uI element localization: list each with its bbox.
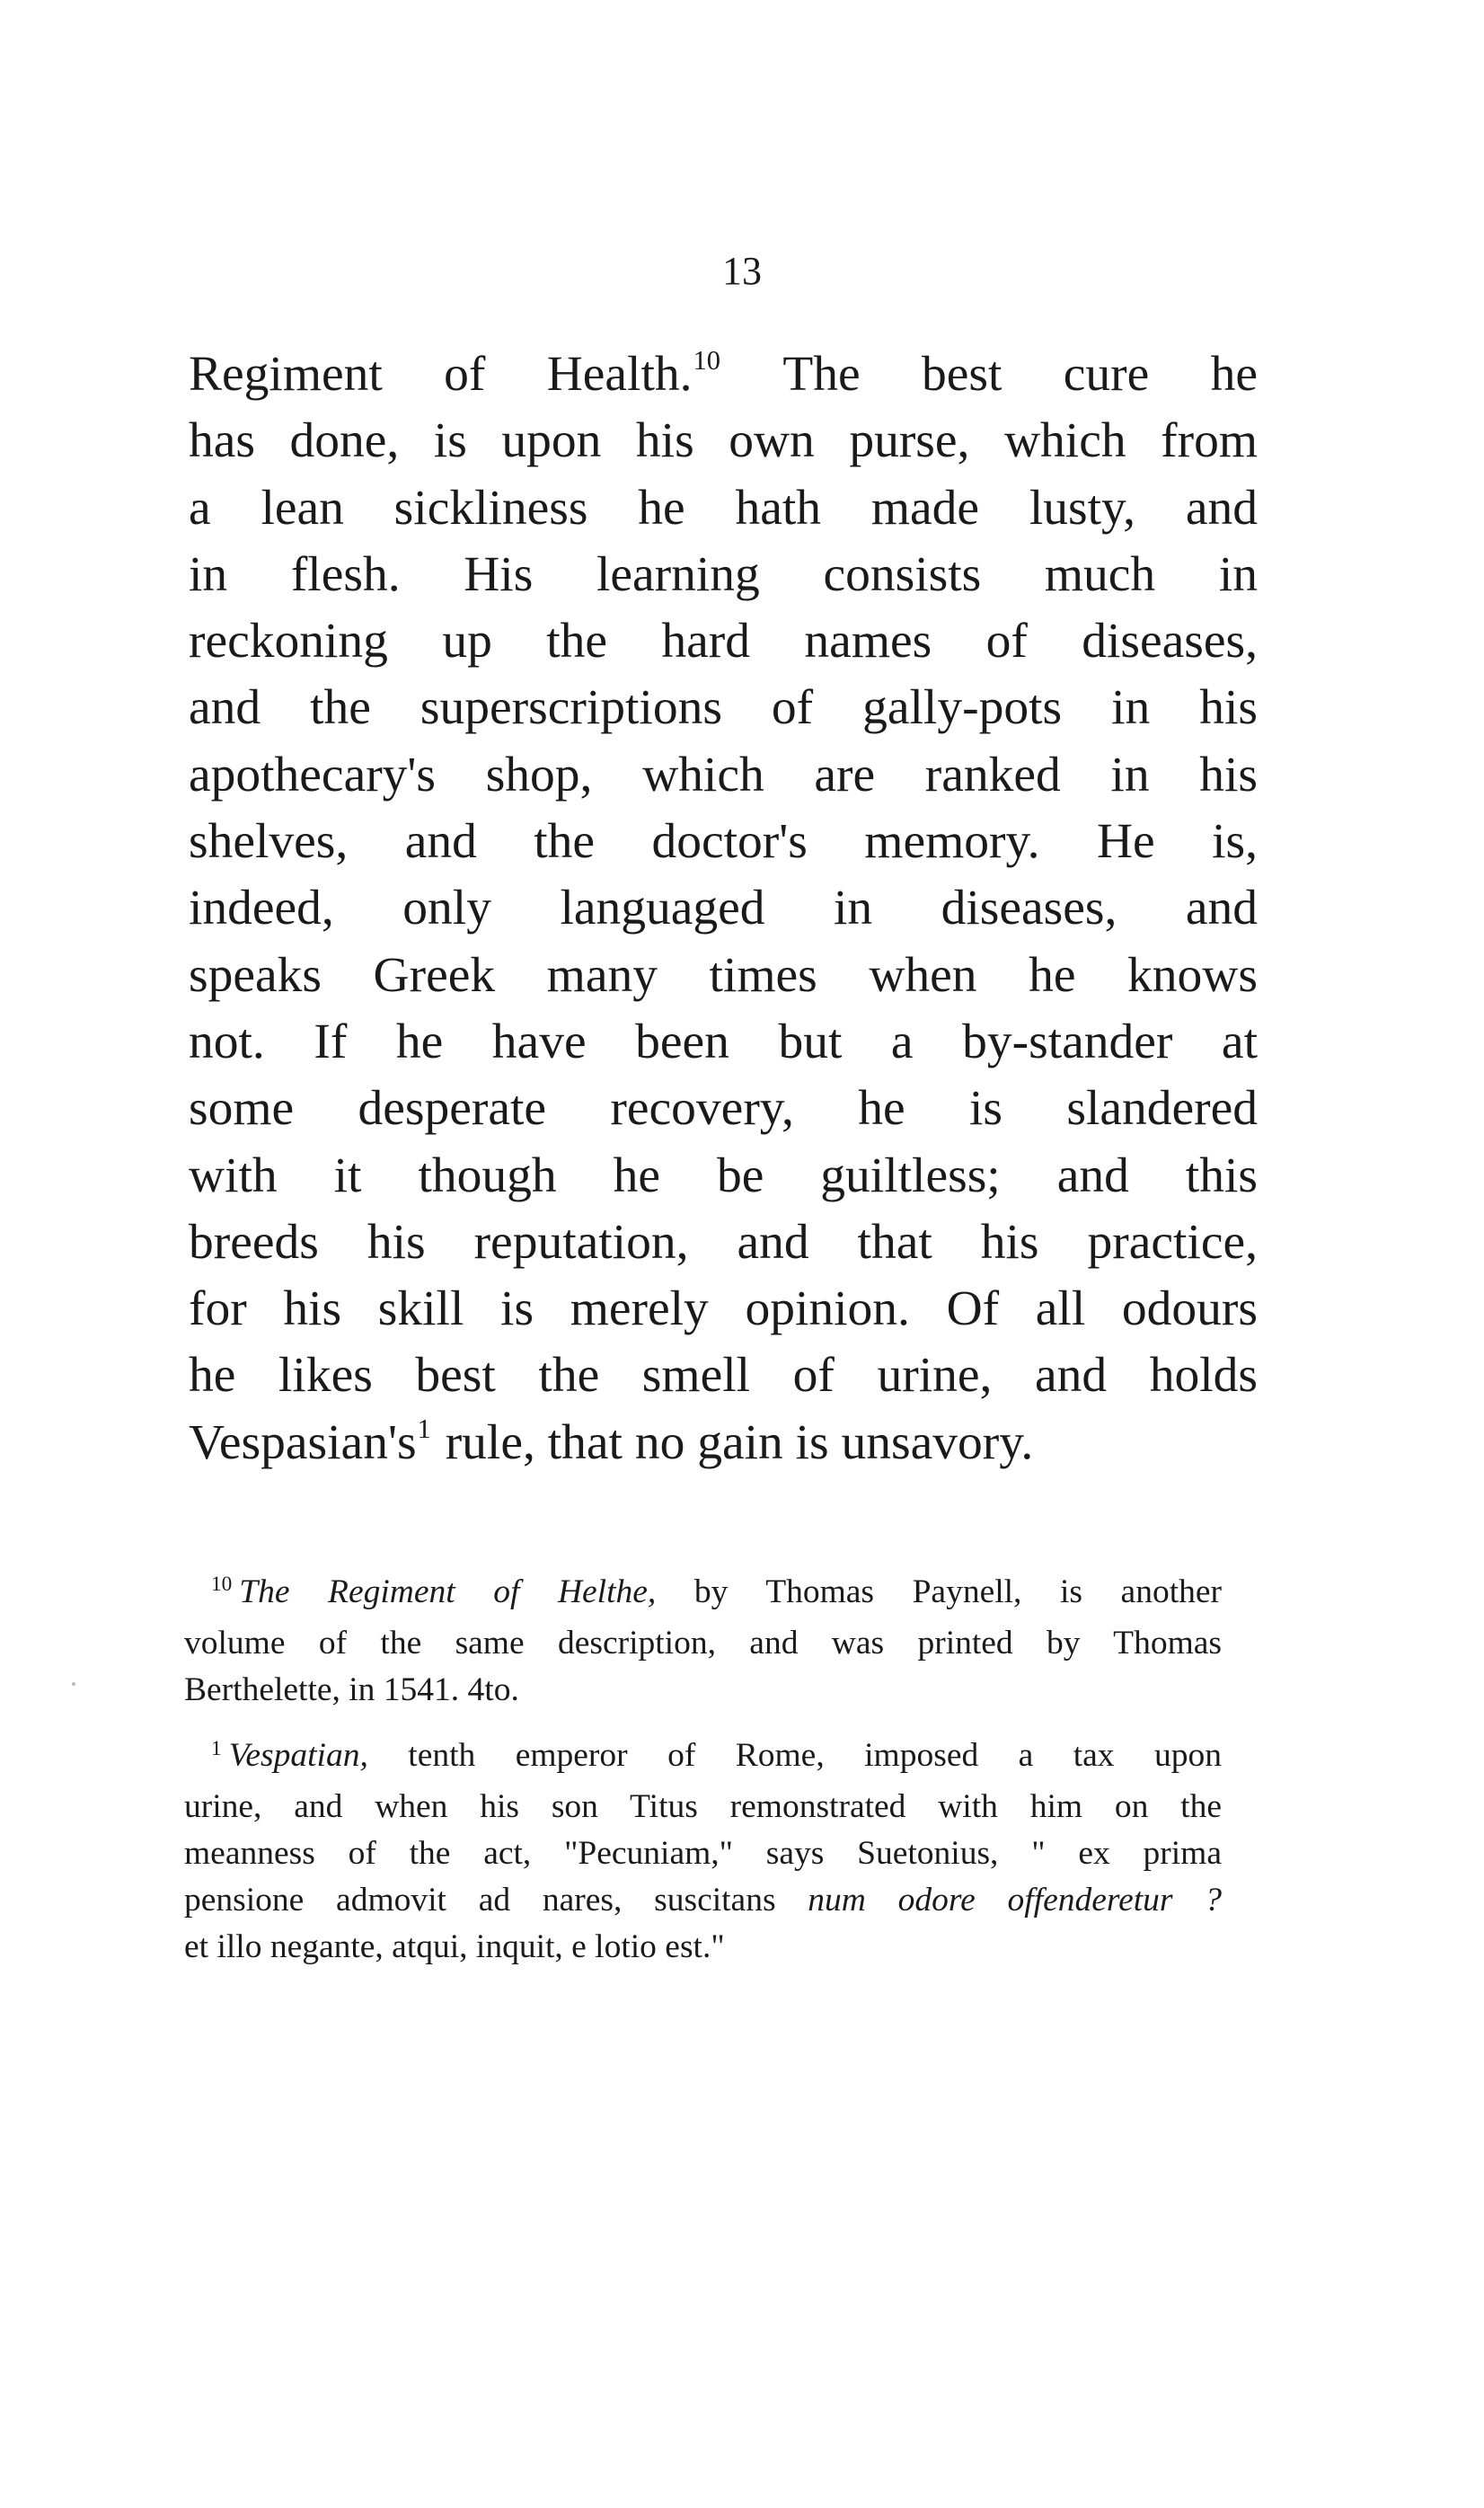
- text-line: [189, 341, 1258, 408]
- footnote-ref-1[interactable]: 1: [417, 1413, 431, 1444]
- footnote-line: meanness of the act, "Pecuniam," says Suetonius, " ex prima: [184, 1834, 1222, 1872]
- text-line: apothecary's shop, which are ranked in his: [189, 747, 1258, 802]
- text-span: rule, that no gain is unsavory.: [432, 1414, 1034, 1470]
- latin-quote: num odore offenderetur ?: [808, 1881, 1222, 1919]
- text-line: with it though he be guiltless; and this: [189, 1148, 1258, 1203]
- footnote-ref-10[interactable]: 10: [693, 345, 721, 377]
- text-line: some desperate recovery, he is slandered: [189, 1081, 1258, 1137]
- text-line: in flesh. His learning consists much in: [189, 546, 1258, 602]
- text-span: Regiment of Health.: [189, 347, 693, 402]
- text-line: for his skill is merely opinion. Of all odours: [189, 1281, 1258, 1337]
- footnotes: [184, 1569, 1222, 1970]
- text-line: indeed, only languaged in diseases, and: [189, 881, 1258, 936]
- text-line: breeds his reputation, and that his practice,: [189, 1214, 1258, 1270]
- page-number: 13: [722, 249, 762, 293]
- footnote-line: [184, 1733, 1222, 1784]
- text-line: and the superscriptions of gally-pots in his: [189, 680, 1258, 736]
- stray-mark: [72, 1682, 75, 1686]
- text-line: speaks Greek many times when he knows: [189, 947, 1258, 1003]
- text-line: not. If he have been but a by-stander at: [189, 1014, 1258, 1069]
- footnote-1: [184, 1733, 1222, 1970]
- footnote-line: urine, and when his son Titus remonstrated with him on the: [184, 1788, 1222, 1826]
- footnote-marker: 10: [211, 1573, 233, 1597]
- footnote-title: Vespatian,: [228, 1737, 368, 1775]
- text-span: tenth emperor of Rome, imposed a tax upon: [367, 1737, 1222, 1775]
- text-line: shelves, and the doctor's memory. He is,: [189, 814, 1258, 870]
- footnote-title: The Regiment of Helthe,: [239, 1573, 657, 1610]
- footnote-10: [184, 1569, 1222, 1713]
- text-line: he likes best the smell of urine, and holds: [189, 1348, 1258, 1404]
- text-span: The best cure he: [722, 347, 1258, 402]
- text-span: pensione admovit ad nares, suscitans: [184, 1881, 808, 1919]
- text-line: [189, 1410, 1258, 1476]
- footnote-line: et illo negante, atqui, inquit, e lotio est.": [184, 1928, 725, 1965]
- footnote-line: volume of the same description, and was printed by Thomas: [184, 1624, 1222, 1662]
- footnote-line: [184, 1569, 1222, 1620]
- footnote-line: Berthelette, in 1541. 4to.: [184, 1671, 519, 1708]
- text-line: reckoning up the hard names of diseases,: [189, 614, 1258, 669]
- text-line: has done, is upon his own purse, which from: [189, 413, 1258, 469]
- main-text: [189, 341, 1258, 1476]
- footnote-marker: 1: [211, 1736, 222, 1760]
- text-span: by Thomas Paynell, is another: [656, 1573, 1222, 1610]
- text-span: Vespasian's: [189, 1414, 417, 1470]
- text-line: a lean sickliness he hath made lusty, and: [189, 480, 1258, 536]
- footnote-line: [184, 1877, 1222, 1924]
